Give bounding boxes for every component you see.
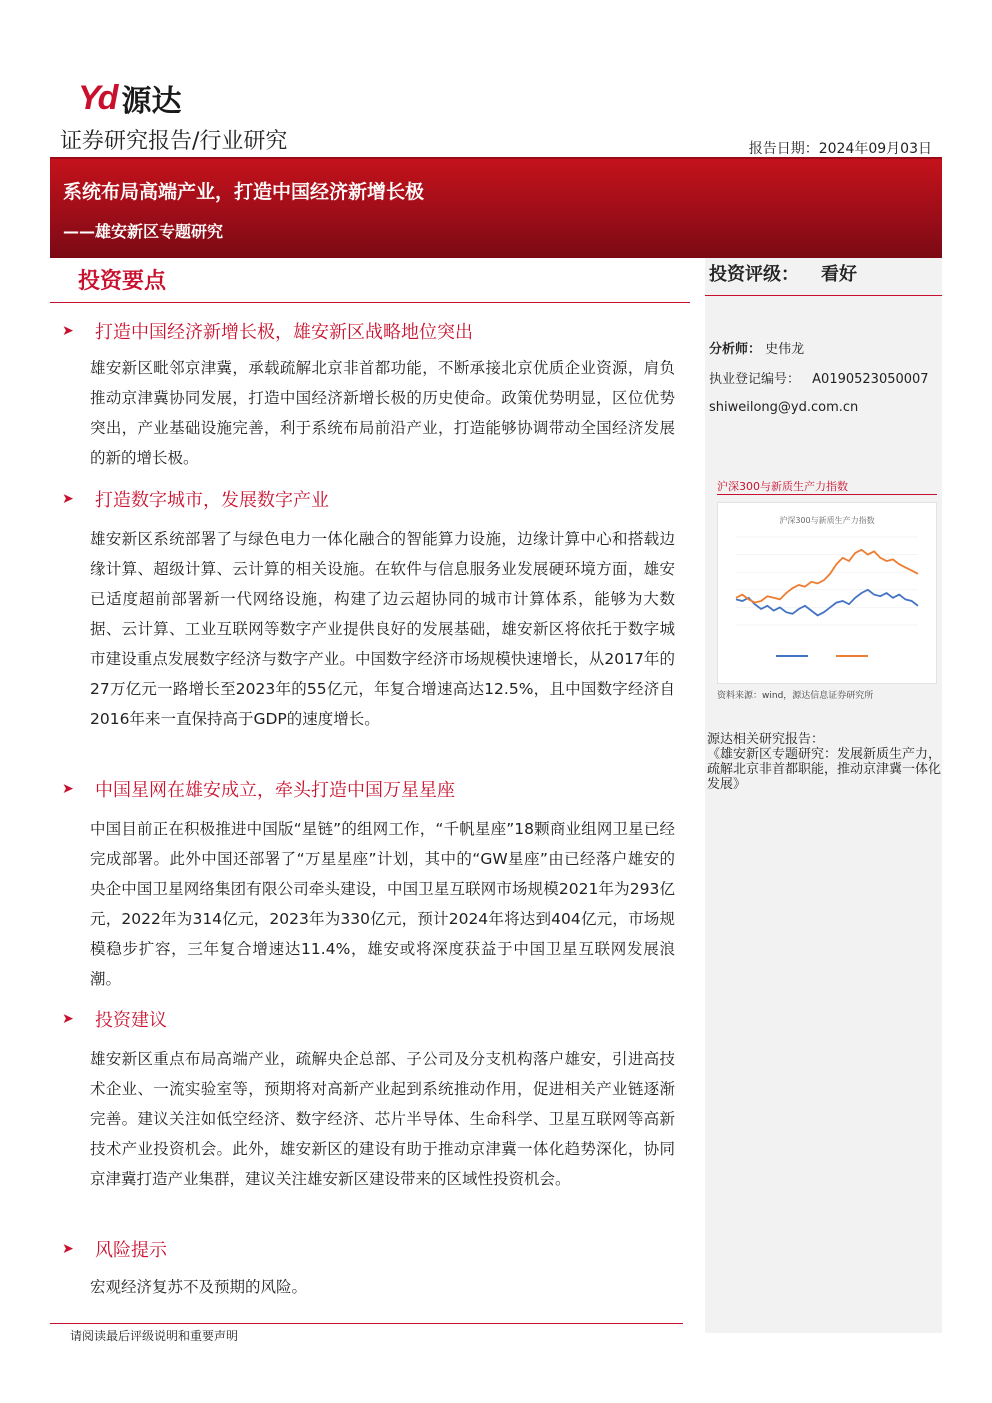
section-title	[62, 1006, 167, 1032]
chart-series-line	[736, 590, 918, 616]
license-row	[709, 368, 929, 387]
section-title-text: 风险提示	[95, 1240, 167, 1261]
analyst-name: 史伟龙	[765, 342, 805, 357]
chart-grid	[736, 537, 918, 625]
arrow-bullet-icon: ➤	[62, 323, 74, 339]
license-number: A0190523050007	[812, 372, 929, 387]
sidebar	[705, 258, 942, 1333]
analyst-row	[709, 338, 804, 357]
chart-series-line	[736, 550, 918, 603]
section-title-text: 中国星网在雄安成立，牵头打造中国万星星座	[95, 780, 455, 801]
arrow-bullet-icon: ➤	[62, 781, 74, 797]
related-report-link[interactable]: 《雄安新区专题研究：发展新质生产力，疏解北京非首都职能，推动京津冀一体化发展》	[707, 747, 942, 792]
main-divider	[50, 302, 690, 303]
section-body: 雄安新区重点布局高端产业，疏解央企总部、子公司及分支机构落户雄安，引进高技术企业、一流实验室等，预期将对高新产业起到系统推动作用，促进相关产业链逐渐完善。建议关注如低空经济、数字经济、芯片半导体、生命科学、卫星互联网等高新技术产业投资机会。此外，雄安新区的建设有助于推动京津冀一体化趋势深化，协同京津冀打造产业集群，建议关注雄安新区建设带来的区域性投资机会。	[90, 1050, 675, 1188]
license-label: 执业登记编号：	[709, 372, 801, 387]
chart-lines	[736, 550, 918, 616]
index-chart-svg	[718, 503, 936, 683]
footer-notice: 请阅读最后评级说明和重要声明	[70, 1329, 239, 1343]
rating-value: 看好	[821, 264, 857, 285]
sidebar-divider	[705, 295, 942, 296]
related-label: 源达相关研究报告：	[707, 732, 825, 747]
section-body: 宏观经济复苏不及预期的风险。	[90, 1278, 308, 1296]
report-date: 报告日期：2024年09月03日	[748, 141, 932, 157]
chart-caption-divider	[717, 494, 937, 495]
section-title	[62, 486, 329, 512]
section-title-text: 打造数字城市，发展数字产业	[95, 490, 329, 511]
logo-mark: Yd	[78, 78, 116, 117]
section-title-text: 投资建议	[95, 1010, 167, 1031]
related-research	[707, 732, 941, 792]
section-body: 雄安新区系统部署了与绿色电力一体化融合的智能算力设施，边缘计算中心和搭载边缘计算、超级计算、云计算的相关设施。在软件与信息服务业发展硬环境方面，雄安已适度超前部署新一代网络设施，构建了边云超协同的城市计算体系，能够为大数据、云计算、工业互联网等数字产业提供良好的发展基础，雄安新区将依托于数字城市建设重点发展数字经济与数字产业。中国数字经济市场规模快速增长，从2017年的27万亿元一路增长至2023年的55亿元，年复合增速高达12.5%，且中国数字经济自2016年来一直保持高于GDP的速度增长。	[90, 530, 675, 728]
main-heading: 投资要点	[78, 269, 167, 294]
title-banner	[50, 159, 942, 258]
section-title	[62, 1236, 167, 1262]
report-subtitle: ——雄安新区专题研究	[63, 222, 224, 241]
arrow-bullet-icon: ➤	[62, 491, 74, 507]
report-title: 系统布局高端产业，打造中国经济新增长极	[63, 181, 425, 203]
analyst-email[interactable]: shiweilong@yd.com.cn	[709, 400, 859, 415]
chart-caption: 沪深300与新质生产力指数	[717, 480, 848, 493]
logo-name: 源达	[121, 84, 182, 119]
analyst-label: 分析师：	[709, 342, 762, 357]
company-logo	[78, 76, 181, 120]
footer-divider	[50, 1323, 683, 1324]
chart-source: 资料来源：wind，源达信息证券研究所	[717, 691, 874, 701]
index-chart	[717, 502, 937, 684]
section-title	[62, 318, 473, 344]
report-type: 证券研究报告/行业研究	[60, 129, 288, 154]
rating-label: 投资评级：	[709, 264, 799, 285]
section-body: 中国目前正在积极推进中国版“星链”的组网工作，“千帆星座”18颗商业组网卫星已经完成部署。此外中国还部署了“万星星座”计划，其中的“GW星座”由已经落户雄安的央企中国卫星网络集团有限公司牵头建设，中国卫星互联网市场规模2021年为293亿元，2022年为314亿元，2023年为330亿元，预计2024年将达到404亿元，市场规模稳步扩容，三年复合增速达11.4%，雄安或将深度获益于中国卫星互联网发展浪潮。	[90, 820, 675, 988]
arrow-bullet-icon: ➤	[62, 1241, 74, 1257]
section-title	[62, 776, 455, 802]
chart-title: 沪深300与新质生产力指数	[779, 516, 875, 525]
investment-rating	[709, 260, 857, 286]
section-title-text: 打造中国经济新增长极，雄安新区战略地位突出	[95, 322, 473, 343]
section-body: 雄安新区毗邻京津冀，承载疏解北京非首都功能，不断承接北京优质企业资源，肩负推动京津冀协同发展，打造中国经济新增长极的历史使命。政策优势明显，区位优势突出，产业基础设施完善，利于系统布局前沿产业，打造能够协调带动全国经济发展的新的增长极。	[90, 359, 675, 467]
arrow-bullet-icon: ➤	[62, 1011, 74, 1027]
